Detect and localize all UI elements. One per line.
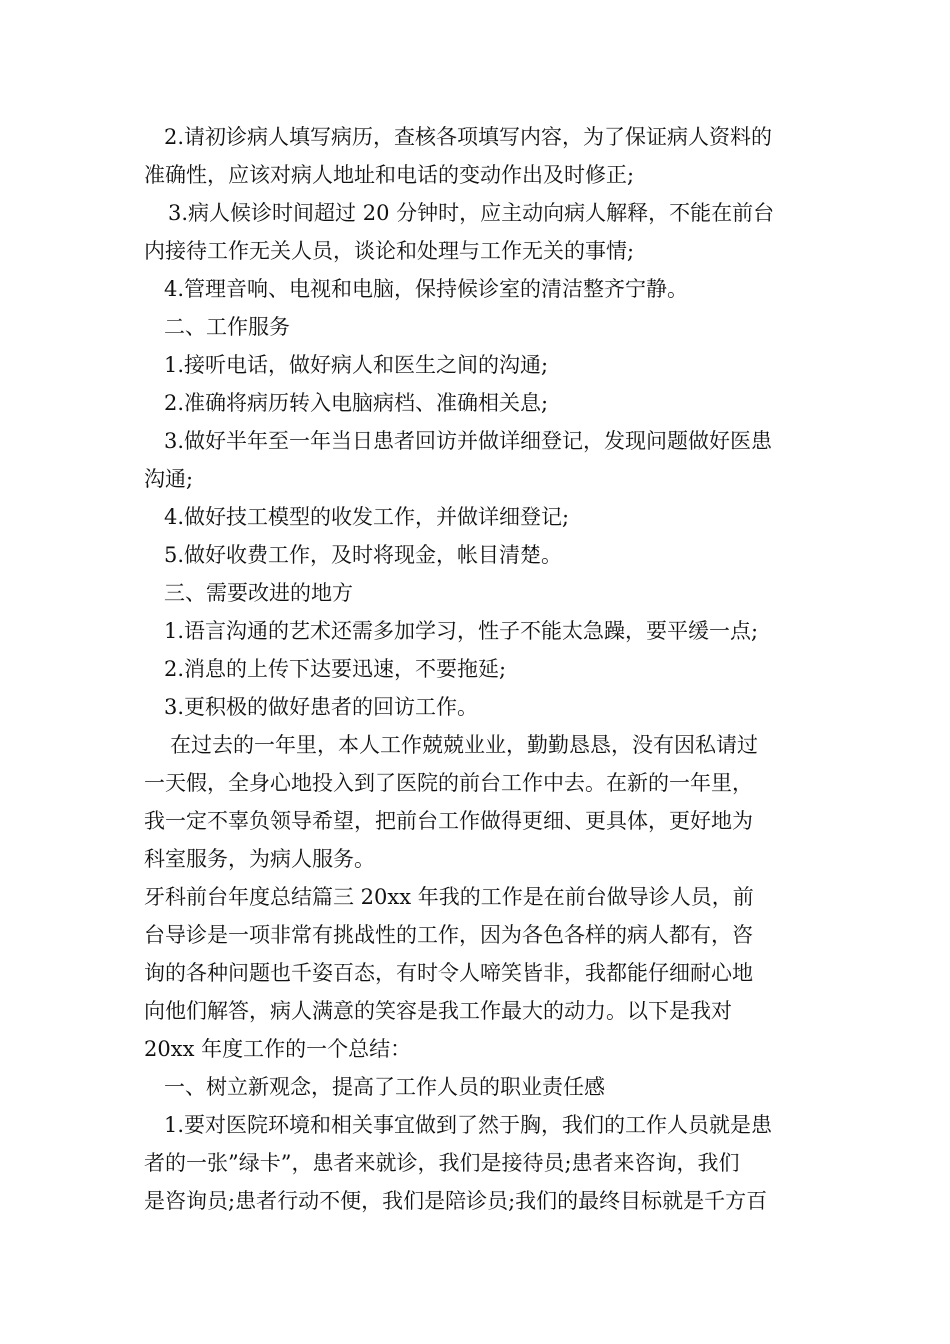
text-line: 4.管理音响、电视和电脑，保持候诊室的清洁整齐宁静。 (164, 277, 689, 301)
text-line: 3.更积极的做好患者的回访工作。 (164, 695, 479, 719)
text-line: 向他们解答，病人满意的笑容是我工作最大的动力。以下是我对 (144, 999, 732, 1023)
text-line: 一、树立新观念，提高了工作人员的职业责任感 (164, 1075, 605, 1099)
text-line: 科室服务，为病人服务。 (144, 847, 375, 871)
text-line: 二、工作服务 (164, 315, 290, 339)
text-line: 在过去的一年里，本人工作兢兢业业，勤勤恳恳，没有因私请过 (170, 733, 758, 757)
text-line: 者的一张”绿卡”，患者来就诊，我们是接待员;患者来咨询，我们 (144, 1151, 740, 1175)
text-line: 沟通; (144, 467, 194, 491)
text-line: 我一定不辜负领导希望，把前台工作做得更细、更具体，更好地为 (144, 809, 753, 833)
text-line: 是咨询员;患者行动不便，我们是陪诊员;我们的最终目标就是千方百 (144, 1189, 768, 1213)
text-line: 1.要对医院环境和相关事宜做到了然于胸，我们的工作人员就是患 (164, 1113, 773, 1137)
text-line: 三、需要改进的地方 (164, 581, 353, 605)
text-line: 内接待工作无关人员，谈论和处理与工作无关的事情; (144, 239, 635, 263)
document-body (144, 118, 810, 1220)
text-line: 2.消息的上传下达要迅速，不要拖延; (164, 657, 507, 681)
text-line: 询的各种问题也千姿百态，有时令人啼笑皆非，我都能仔细耐心地 (144, 961, 753, 985)
text-line: 台导诊是一项非常有挑战性的工作，因为各色各样的病人都有，咨 (144, 923, 753, 947)
text-line: 1.语言沟通的艺术还需多加学习，性子不能太急躁，要平缓一点; (164, 619, 759, 643)
text-line: 1.接听电话，做好病人和医生之间的沟通; (164, 353, 549, 377)
text-line: 5.做好收费工作，及时将现金，帐目清楚。 (164, 543, 563, 567)
text-line: 一天假，全身心地投入到了医院的前台工作中去。在新的一年里， (144, 771, 753, 795)
text-line: 4.做好技工模型的收发工作，并做详细登记; (164, 505, 570, 529)
text-line: 20xx 年度工作的一个总结： (144, 1037, 412, 1061)
text-line: 3.做好半年至一年当日患者回访并做详细登记，发现问题做好医患 (164, 429, 773, 453)
text-line: 2.请初诊病人填写病历，查核各项填写内容，为了保证病人资料的 (164, 125, 773, 149)
text-line: 3.病人候诊时间超过 20 分钟时，应主动向病人解释，不能在前台 (168, 201, 775, 225)
text-line: 2.准确将病历转入电脑病档、准确相关息; (164, 391, 549, 415)
text-line: 牙科前台年度总结篇三 20xx 年我的工作是在前台做导诊人员，前 (144, 885, 754, 909)
text-line: 准确性，应该对病人地址和电话的变动作出及时修正; (144, 163, 635, 187)
